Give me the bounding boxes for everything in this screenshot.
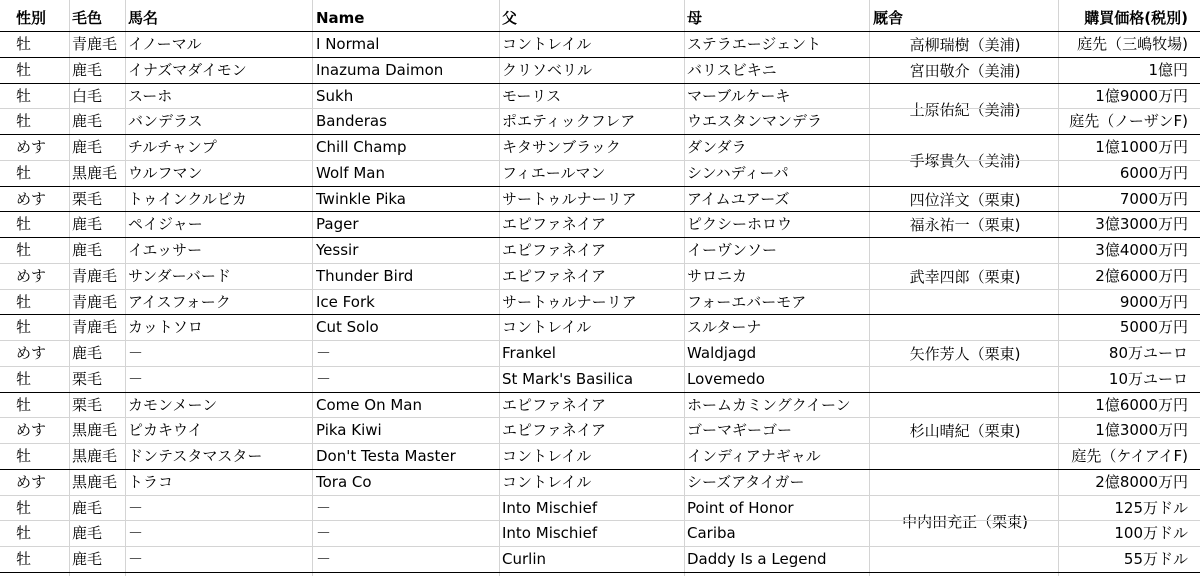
dam-cell: ゴーマギーゴー <box>687 421 793 440</box>
dam-cell: Waldjagd <box>687 344 757 362</box>
stable-cell: 福永祐一（栗東) <box>871 213 1059 237</box>
sex-cell: 牡 <box>16 163 32 182</box>
price-cell: 5000万円 <box>1119 318 1188 337</box>
horse-name-jp-cell: － <box>128 369 144 388</box>
price-cell: 庭先（ケイアイF) <box>1071 447 1188 465</box>
horse-name-jp-cell: カットソロ <box>128 318 203 337</box>
price-cell: 庭先（ノーザンF) <box>1069 112 1188 131</box>
stable-cell: 上原佑紀（美浦) <box>871 84 1059 134</box>
sex-cell: 牡 <box>16 86 32 105</box>
sire-cell: モーリス <box>502 86 562 105</box>
horse-name-en-cell: Cut Solo <box>316 318 379 337</box>
horse-name-jp-cell: － <box>128 498 144 517</box>
sex-cell: 牡 <box>16 395 32 414</box>
row-gridline <box>0 546 1200 547</box>
sire-cell: Curlin <box>502 550 546 568</box>
horse-name-jp-cell: ドンテスタマスター <box>128 447 263 465</box>
horse-name-en-cell: Ice Fork <box>316 292 375 311</box>
horse-name-en-cell: － <box>316 344 332 362</box>
sex-cell: 牡 <box>16 60 32 79</box>
dam-cell: ダンダラ <box>687 138 747 156</box>
stable-cell: 矢作芳人（栗東) <box>871 316 1059 392</box>
sire-cell: フィエールマン <box>502 163 606 182</box>
sire-cell: エピファネイア <box>502 266 606 285</box>
sire-cell: エピファネイア <box>502 241 606 259</box>
coat-color-cell: 栗毛 <box>72 369 103 388</box>
sex-cell: めす <box>16 421 47 440</box>
header-price: 購買価格(税別) <box>1084 9 1188 27</box>
sex-cell: 牡 <box>16 369 32 388</box>
sex-cell: めす <box>16 266 47 285</box>
stable-cell: 杉山晴紀（栗東) <box>871 393 1059 469</box>
horse-name-en-cell: Inazuma Daimon <box>316 60 444 79</box>
coat-color-cell: 鹿毛 <box>72 241 103 259</box>
price-cell: 3億4000万円 <box>1095 241 1188 259</box>
sire-cell: ポエティックフレア <box>502 112 636 131</box>
coat-color-cell: 鹿毛 <box>72 60 103 79</box>
horse-name-jp-cell: － <box>128 344 144 362</box>
sire-cell: Into Mischief <box>502 524 598 543</box>
price-cell: 1億1000万円 <box>1095 138 1188 156</box>
coat-color-cell: 黒鹿毛 <box>72 472 118 491</box>
row-gridline <box>0 263 1200 264</box>
price-cell: 庭先（三嶋牧場) <box>1077 35 1188 53</box>
horse-name-jp-cell: イナズマダイモン <box>128 60 247 79</box>
row-gridline <box>0 469 1200 470</box>
horse-name-en-cell: Yessir <box>316 241 359 259</box>
row-gridline <box>0 57 1200 58</box>
coat-color-cell: 鹿毛 <box>72 138 103 156</box>
coat-color-cell: 青鹿毛 <box>72 266 118 285</box>
horse-name-jp-cell: ウルフマン <box>128 163 203 182</box>
stable-cell: 四位洋文（栗東) <box>871 187 1059 211</box>
coat-color-cell: 黒鹿毛 <box>72 421 118 440</box>
sex-cell: 牡 <box>16 524 32 543</box>
horse-name-jp-cell: アイスフォーク <box>128 292 231 311</box>
header-dam: 母 <box>687 9 703 27</box>
dam-cell: イーヴンソー <box>687 241 778 259</box>
sire-cell: エピファネイア <box>502 421 606 440</box>
price-cell: 1億6000万円 <box>1095 395 1188 414</box>
sire-cell: コントレイル <box>502 447 592 465</box>
horse-name-jp-cell: スーホ <box>128 86 173 105</box>
coat-color-cell: 黒鹿毛 <box>72 447 118 465</box>
horse-name-en-cell: － <box>316 498 332 517</box>
sire-cell: サートゥルナーリア <box>502 292 637 311</box>
stable-cell: 中内田充正（栗東) <box>871 470 1059 572</box>
sex-cell: 牡 <box>16 550 32 568</box>
row-gridline <box>0 31 1200 32</box>
sire-cell: コントレイル <box>502 35 592 53</box>
row-gridline <box>0 366 1200 367</box>
row-gridline <box>0 237 1200 238</box>
horse-name-jp-cell: イノーマル <box>128 35 202 53</box>
coat-color-cell: 鹿毛 <box>72 215 103 234</box>
horse-name-jp-cell: ピカキウイ <box>128 421 203 440</box>
sex-cell: 牡 <box>16 292 32 311</box>
horse-name-en-cell: Pika Kiwi <box>316 421 382 440</box>
row-gridline <box>0 134 1200 135</box>
sire-cell: St Mark's Basilica <box>502 369 634 388</box>
header-sex: 性別 <box>16 9 47 27</box>
sex-cell: 牡 <box>16 241 32 259</box>
dam-cell: ピクシーホロウ <box>687 215 793 234</box>
stable-cell: 高柳瑞樹（美浦) <box>871 33 1059 57</box>
dam-cell: インディアナギャル <box>687 447 821 465</box>
horse-name-en-cell: Chill Champ <box>316 138 407 156</box>
dam-cell: ホームカミングクイーン <box>687 395 851 414</box>
price-cell: 1億円 <box>1148 60 1188 79</box>
horse-name-jp-cell: － <box>128 550 144 568</box>
horse-name-en-cell: Sukh <box>316 86 354 105</box>
coat-color-cell: 黒鹿毛 <box>72 163 118 182</box>
dam-cell: Daddy Is a Legend <box>687 550 827 568</box>
sire-cell: コントレイル <box>502 472 592 491</box>
horse-name-en-cell: － <box>316 524 332 543</box>
row-gridline <box>0 417 1200 418</box>
row-gridline <box>0 160 1200 161</box>
stable-cell: 手塚貴久（美浦) <box>871 136 1059 186</box>
sex-cell: 牡 <box>16 498 32 517</box>
row-gridline <box>0 520 1200 521</box>
sex-cell: 牡 <box>16 215 32 234</box>
dam-cell: シーズアタイガー <box>687 472 805 491</box>
horse-name-en-cell: Twinkle Pika <box>316 189 406 208</box>
row-gridline <box>0 340 1200 341</box>
price-cell: 9000万円 <box>1119 292 1188 311</box>
dam-cell: ステラエージェント <box>687 35 822 53</box>
dam-cell: バリスビキニ <box>687 60 777 79</box>
horse-name-jp-cell: トゥインクルピカ <box>128 189 247 208</box>
horse-name-jp-cell: － <box>128 524 144 543</box>
horse-name-en-cell: Pager <box>316 215 359 234</box>
horse-name-jp-cell: チルチャンプ <box>128 138 217 156</box>
price-cell: 3億3000万円 <box>1095 215 1188 234</box>
horse-name-en-cell: Don't Testa Master <box>316 447 456 465</box>
price-cell: 80万ユーロ <box>1108 344 1188 362</box>
dam-cell: Point of Honor <box>687 498 794 517</box>
sex-cell: 牡 <box>16 35 32 53</box>
sex-cell: 牡 <box>16 112 32 131</box>
horse-name-en-cell: Wolf Man <box>316 163 385 182</box>
horse-name-jp-cell: ペイジャー <box>128 215 203 234</box>
dam-cell: マーブルケーキ <box>687 86 791 105</box>
horse-name-en-cell: I Normal <box>316 35 380 53</box>
sire-cell: サートゥルナーリア <box>502 189 637 208</box>
price-cell: 1億9000万円 <box>1095 86 1188 105</box>
horse-name-en-cell: － <box>316 550 332 568</box>
dam-cell: Lovemedo <box>687 369 765 388</box>
dam-cell: ウエスタンマンデラ <box>687 112 823 131</box>
sex-cell: めす <box>16 189 47 208</box>
sire-cell: エピファネイア <box>502 215 606 234</box>
row-gridline <box>0 211 1200 212</box>
header-sire: 父 <box>502 9 518 27</box>
stable-cell: 宮田敬介（美浦) <box>871 58 1059 82</box>
row-gridline <box>0 108 1200 109</box>
horse-name-en-cell: Come On Man <box>316 395 422 414</box>
horse-name-jp-cell: バンデラス <box>128 112 203 131</box>
sire-cell: Into Mischief <box>502 498 598 517</box>
sire-cell: キタサンブラック <box>502 138 621 156</box>
sire-cell: Frankel <box>502 344 556 362</box>
dam-cell: スルターナ <box>687 318 762 337</box>
header-name-en: Name <box>316 9 365 27</box>
row-gridline <box>0 443 1200 444</box>
dam-cell: フォーエバーモア <box>687 292 807 311</box>
row-gridline <box>0 289 1200 290</box>
horse-name-jp-cell: サンダーバード <box>128 266 231 285</box>
price-cell: 55万ドル <box>1123 550 1188 568</box>
sex-cell: めす <box>16 344 47 362</box>
horse-name-jp-cell: トラコ <box>128 472 174 491</box>
row-gridline <box>0 83 1200 84</box>
sire-cell: コントレイル <box>502 318 592 337</box>
sire-cell: クリソベリル <box>502 60 593 79</box>
coat-color-cell: 青鹿毛 <box>72 35 118 53</box>
coat-color-cell: 鹿毛 <box>72 498 103 517</box>
sex-cell: 牡 <box>16 447 32 465</box>
row-gridline <box>0 495 1200 496</box>
sex-cell: めす <box>16 472 47 491</box>
dam-cell: サロニカ <box>687 266 748 285</box>
coat-color-cell: 鹿毛 <box>72 550 103 568</box>
horse-name-en-cell: Tora Co <box>316 472 372 491</box>
horse-name-jp-cell: イエッサー <box>128 241 203 259</box>
price-cell: 6000万円 <box>1119 163 1188 182</box>
horse-name-en-cell: － <box>316 369 332 388</box>
horse-name-en-cell: Banderas <box>316 112 387 131</box>
price-cell: 125万ドル <box>1114 498 1188 517</box>
row-gridline <box>0 572 1200 573</box>
horse-name-jp-cell: カモンメーン <box>128 395 218 414</box>
coat-color-cell: 鹿毛 <box>72 112 103 131</box>
header-color: 毛色 <box>72 9 103 27</box>
dam-cell: シンハディーパ <box>687 163 789 182</box>
coat-color-cell: 鹿毛 <box>72 524 103 543</box>
price-cell: 1億3000万円 <box>1095 421 1188 440</box>
price-cell: 2億6000万円 <box>1095 266 1188 285</box>
dam-cell: Cariba <box>687 524 736 543</box>
header-stable: 厩舎 <box>873 9 904 27</box>
price-cell: 10万ユーロ <box>1108 369 1188 388</box>
row-gridline <box>0 314 1200 315</box>
coat-color-cell: 青鹿毛 <box>72 292 118 311</box>
header-name-jp: 馬名 <box>128 9 159 27</box>
sex-cell: めす <box>16 138 47 156</box>
row-gridline <box>0 392 1200 393</box>
row-gridline <box>0 186 1200 187</box>
coat-color-cell: 栗毛 <box>72 395 103 414</box>
coat-color-cell: 白毛 <box>72 86 103 105</box>
coat-color-cell: 鹿毛 <box>72 344 103 362</box>
stable-cell: 武幸四郎（栗東) <box>871 239 1059 315</box>
price-cell: 7000万円 <box>1119 189 1188 208</box>
price-cell: 2億8000万円 <box>1095 472 1188 491</box>
dam-cell: アイムユアーズ <box>687 189 790 208</box>
horse-name-en-cell: Thunder Bird <box>316 266 414 285</box>
coat-color-cell: 栗毛 <box>72 189 103 208</box>
sex-cell: 牡 <box>16 318 32 337</box>
coat-color-cell: 青鹿毛 <box>72 318 118 337</box>
header-row <box>0 5 1200 31</box>
sire-cell: エピファネイア <box>502 395 606 414</box>
price-cell: 100万ドル <box>1114 524 1188 543</box>
